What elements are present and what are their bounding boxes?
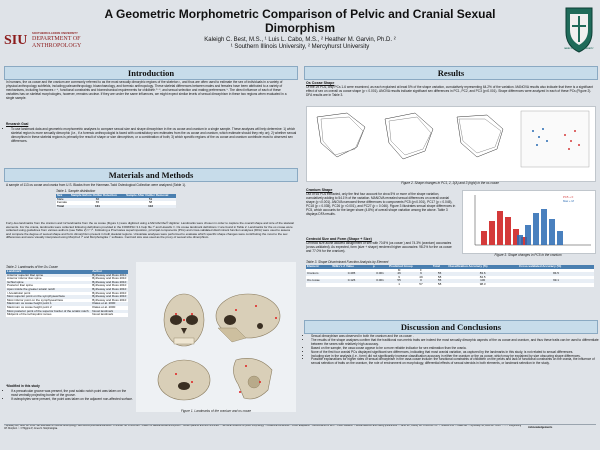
methods-paragraph-1: A sample of 113 os coxae and crania from U.S. Blacks from the Hamman-Todd Osteological Collection were analyzed (Table 1).	[6, 183, 186, 187]
pc3-os-coxae-wireframe	[457, 115, 503, 157]
poster-authors: Kaleigh C. Best, M.S., ¹ Luis L. Cabo, M.S., ² Heather M. Garvin, Ph.D. ²	[204, 37, 396, 43]
legend-male: Max + M	[563, 199, 574, 203]
table-cell: Maximum os coxae height point 1	[6, 302, 91, 306]
discussion-bullet: • Including size in the analysis (i.e., form) did not significantly increase classification accuracy in either the cranium or the os coxae, which may be explained by size obscuring shape differences.	[311, 355, 599, 359]
table-cell: 46	[388, 272, 410, 276]
table-cell: 57	[410, 283, 432, 287]
discussion-bullet: • Possible explanations for higher rates of sexual dimorphism in the ossa coxae include: the functional constraints of childbirth on the pelvis and lack of functional constraints on the crania, the influence of sexual selection of traits on the cranium, the role of environment on morphology, differential effects of sexual steroids in both elements, or landmark selection in the study.	[311, 358, 599, 366]
os-coxae-image	[233, 358, 272, 399]
figure3-pc5-histogram	[462, 190, 596, 254]
centroid-size-text: Centroid size alone allowed assignment of sex with 70.8% (os coxae ) and 74.3% (cranium) accuracies (cross-validated). As expected, form (size + shape) rendered higher accuracies: 98.2% for the os coxae and 77.0% for the cranium).	[306, 241, 452, 253]
table-cell: 100	[447, 279, 518, 283]
figure3-legend	[563, 195, 593, 203]
table-cell	[372, 283, 388, 287]
poster-affiliations: ¹ Southern Illinois University, ² Mercyhurst University	[230, 44, 370, 50]
table-cell	[306, 283, 331, 287]
table-cell: Bytheway and Ross 2010	[92, 276, 127, 281]
table2-body	[6, 274, 128, 317]
table3-header-cell: Predicted Group	[388, 265, 432, 269]
pc2-os-coxae-wireframe	[385, 113, 433, 159]
table-cell: 55	[432, 272, 447, 276]
discussion-heading: Discussion and Conclusions	[304, 320, 598, 334]
mercyhurst-name: MERCYHURST UNIVERSITY	[564, 48, 594, 50]
basal-cranium-image	[158, 360, 210, 400]
table3-caption: Table 3. Shape Discriminant Function Analysis by Element	[306, 260, 389, 264]
table-cell: 0.001	[372, 279, 388, 283]
table-cell	[331, 283, 372, 287]
table-cell: 9	[410, 272, 432, 276]
table-cell	[518, 283, 594, 287]
table3-header-cell: Total	[432, 265, 447, 269]
table-cell: 58	[432, 283, 447, 287]
table1-header-cell: Sex	[56, 194, 70, 198]
methods-bullet: • If osteophytes were present, the point was taken on the adjacent non-affected surface.	[11, 398, 133, 402]
table-cell: Most superior point on the symphyseal face	[6, 295, 91, 299]
discussion-bullets	[306, 335, 599, 366]
poster-title	[90, 7, 510, 35]
table1-caption: Table 1. Sample distribution	[56, 189, 96, 193]
siu-dept-line1: DEPARTMENT OF	[32, 36, 81, 42]
table-cell: Apex inside the greater sciatic notch	[6, 288, 91, 292]
research-goal-heading: Research Goal	[6, 122, 29, 126]
table-cell: Bytheway and Ross 2010	[92, 297, 127, 302]
table-cell: 9	[388, 276, 410, 280]
table3-header-cell: p	[372, 265, 388, 269]
table-cell: ¹ Acetabular point	[6, 292, 91, 296]
cranium-shape-text: Out of 64 PCs extracted, only the first four account for circa 5% or more of the shape variation, cumulatively adding to 54.1% of the variation. MANOVA revealed sexual differences on overall cranial shape (p <0.001). ANOVA narrowed these differences to components PC5 (p<0.001), PC17 (p = 0.045), PC18 (p = 0.035), PC26 (p <0.001), and PC27 (p = 0.046). Figure 3 illustrates sexual shape differences in PC5, which accounts for the larger share (4.8%) of overall shape variation among the above. Table 3 displays DFA results.	[306, 192, 456, 216]
table3-header-cell: Classification Accuracy (%)	[447, 265, 518, 269]
table3-header-cell: Cross-validated Accuracy (%)	[518, 265, 594, 269]
siu-logo	[4, 30, 96, 52]
introduction-heading: Introduction	[4, 66, 298, 80]
table-cell: 0	[410, 279, 432, 283]
table-row	[6, 313, 128, 317]
mercyhurst-shield-icon	[562, 4, 596, 54]
methods-bullet: • If a preauricular groove was present, the post sciatic notch point was taken on the most ventrally projecting border of the groove.	[11, 390, 133, 398]
cranium-landmark-illustration	[136, 262, 296, 412]
table-cell: 55	[388, 279, 410, 283]
table1-header-row	[56, 194, 176, 198]
table-cell: 58	[125, 201, 176, 205]
table3-body	[306, 272, 594, 286]
legend-female: PC5 + F	[563, 195, 574, 199]
table-cell: 0.495	[331, 272, 372, 276]
table-cell: 53	[125, 198, 176, 202]
table-cell: 84.5	[447, 276, 518, 280]
acknowledgements-label: Acknowledgements	[528, 426, 553, 429]
table3-header-cell: Wilks's Λ Value	[331, 265, 372, 269]
table-cell: Anterior superior iliac spine	[6, 274, 91, 278]
table-cell: 83.6	[447, 272, 518, 276]
pc-scatter-plot	[521, 111, 589, 167]
references-section	[4, 424, 596, 447]
table-cell: 65	[70, 201, 125, 205]
table3-dfa-results	[306, 265, 594, 287]
pc1-os-coxae-wireframe	[317, 113, 365, 157]
mercyhurst-logo	[562, 4, 596, 54]
table-cell: Female	[56, 201, 70, 205]
table-cell: Klales et al. 2000	[91, 306, 128, 310]
table-cell: Posterior iliac spine	[6, 284, 91, 288]
table-cell: Midpoint of the ischiopubic ramus	[6, 313, 91, 317]
table-cell: Bytheway and Ross 2010	[92, 286, 127, 291]
table3-header-cell: Element	[306, 265, 331, 269]
figure1-cranium-photos	[136, 262, 296, 412]
table2-landmarks	[6, 270, 128, 317]
discussion-bullet: • Sexual dimorphism was observed in both the cranium and the os coxae .	[311, 335, 599, 339]
references-text: ¹ Spradley MK, Jantz RL. 2011. Sex estimation in forensic anthropology: skull versus postcranial elements. J Forensic Sci 56:289-296. ² Pattern of skeletal sexual dimorphism. ³ Growth patterns and sex hormones. ⁴ Hormonal influence on pelvic morphology. ⁵ Obstetrical constraints. ⁶ Pelvic adaptation. ⁷ Biomechanics of birth. ⁸ Pelvic variation. ⁹ Sexual selection and mating preferences. ¹⁰ Jantz RL, Ousley SD. FORDISC 3.1. ¹¹ Howells WW. ¹² Klales AR. ¹³ Bytheway JA, Ross AH. 2010. ¹⁴ ¹⁵ ¹⁶ Klingenberg CP. MorphoJ. ¹⁷ O'Higgins P, Jones N. Morphologika.	[4, 425, 522, 430]
table-cell: Novel landmark	[91, 310, 128, 314]
poster-header	[0, 0, 600, 60]
table-cell: Male	[56, 198, 70, 202]
table2-note: ¹Modified in this study	[6, 384, 40, 388]
siu-logo-mark: SIU	[4, 33, 28, 48]
research-goal-list	[6, 128, 299, 144]
table3-header-row	[306, 265, 594, 269]
table-cell: Cranium	[306, 272, 331, 276]
table-cell: 0.126	[331, 279, 372, 283]
os-coxae-shape-heading: Os Coxae Shape	[306, 81, 335, 85]
table2-caption: Table 2. Landmarks of the Os Coxae	[6, 265, 58, 269]
table-cell: 84.5	[518, 272, 594, 276]
table-cell: Bytheway and Ross 2010	[92, 279, 127, 284]
introduction-paragraph: In humans, the os coxae and the cranium are commonly referred to as the most sexually dimorphic regions of the skeleton ¹, and thus are often used to estimate the sex of individuals in a variety of physical anthropology subfields, including paleoanthropology, bioarchaeology, and forensic anthropology. These skeletal differences between males and females have been attributed to a variety of mechanisms, including hormones ²⁻⁴, functional constraints and biomechanical requirements for childbirth ⁵⁻⁸, and sexual selection and mating preferences ⁹. The direct influence of each of these variables has on skeletal morphologies, however, remains unclear. If they are under the same influences, we might expect similar levels of sexual dimorphism in these two regions when evaluated in a single sample.	[6, 80, 287, 100]
methods-bullets	[6, 390, 133, 402]
table-row	[306, 283, 594, 287]
os-coxae-shape-text: Of the 29 PCs, only PCs 1-6 were examined, as each explained at least 5% of the shape variation, cumulatively representing 64.2% of the variation. MANOVA results also indicate that there is a significant effect of sex on overall os coxae shape (p < 0.001). ANOVA results indicate significant sex differences in PC1, PC2, and PC3 (p<0.001). Shape differences were analyzed in each of these PCs (Figure 2). DFA results are in Table 3.	[306, 85, 593, 97]
table-row	[56, 205, 176, 209]
table-cell: Most posterior point of the superior border of the sciatic notch	[6, 310, 91, 314]
table-cell: Os coxae	[306, 279, 331, 283]
table-cell: 0.001	[372, 272, 388, 276]
title-line-1: A Geometric Morphometric Comparison of Pelvic and Cranial Sexual	[104, 7, 496, 21]
siu-name: SOUTHERN ILLINOIS UNIVERSITY	[32, 31, 78, 35]
research-goal-item: • To use landmark data and geometric morphometric analyses to compare sexual size and shape dimorphism in the os coxae and cranium in a single sample. These analyses will help determine: 1) which skeletal region is more sexually dimorphic (i.e., if a forensic anthropologist is faced with contradictory sex estimates from the os coxae and cranium, which estimate should they rely on); 2) whether sexual dimorphism in these skeletal regions is primarily the result of shape or size dimorphism, or a combination of both; 3) which specific regions of the os coxae and cranium contribute most to observed sex differences.	[11, 128, 299, 144]
table-cell: 98.3	[447, 283, 518, 287]
figure3-caption: Figure 3. Shape changes in PC5 in the cranium	[494, 253, 562, 257]
discussion-bullet: • None of the first four cranial PCs displayed significant sex differences, indicating that most cranial variation, as captured by the landmarks in this study, is not related to sexual differences.	[311, 351, 599, 355]
table-cell: Novel landmark	[91, 313, 128, 317]
results-heading: Results	[304, 66, 598, 80]
table-cell: 1	[388, 283, 410, 287]
table3-subheader-cell: M	[388, 269, 410, 273]
table-cell: Ischial spine	[6, 281, 91, 285]
os-coxae-wireframe-illustration	[307, 107, 595, 181]
table-cell: 66	[70, 198, 125, 202]
discussion-bullet: • Based on the sample, the ossa coxae appear to be a more reliable indicator for sex estimation than the crania.	[311, 347, 599, 351]
table1-header-cell: Sample Before Outlier Detection	[70, 194, 125, 198]
table-cell: Bytheway and Ross 2010	[92, 290, 127, 295]
figure2-shape-changes	[306, 106, 596, 182]
centroid-size-heading: Centroid Size and Form (Shape + Size)	[306, 237, 372, 241]
table3-subheader-cell: F	[410, 269, 432, 273]
siu-dept-line2: ANTHROPOLOGY	[32, 43, 82, 49]
table1-header-cell: Sample After Outlier Removal	[125, 194, 176, 198]
table2-header-cell: Author	[91, 270, 128, 274]
table-cell: Most inferior point on the symphyseal face	[6, 299, 91, 303]
table-cell: Maximum os coxae height point 2	[6, 306, 91, 310]
cranium-shape-heading: Cranium Shape	[306, 188, 333, 192]
lateral-cranium-image	[216, 294, 280, 342]
table-cell: 49	[410, 276, 432, 280]
table-cell: Anterior inferior iliac spine	[6, 277, 91, 281]
table1-sample-distribution	[56, 194, 176, 208]
table-cell: 131	[70, 205, 125, 209]
table-cell: Bytheway and Ross 2010	[92, 272, 127, 277]
figure1-caption: Figure 1. Landmarks of the cranium and os coxae	[180, 409, 252, 413]
table2-header-cell: Landmark	[6, 270, 91, 274]
title-line-2: Dimorphism	[264, 21, 335, 35]
discussion-bullet: • The results of the shape analyses confirm that the traditional non-metric traits are indeed the most sexually dimorphic aspects of the os coxae and cranium, and thus these traits can be used to differentiate between the sexes with relatively high accuracy.	[311, 339, 599, 347]
table-cell: Klales et al. 2000	[91, 302, 128, 306]
table-cell: Bytheway and Ross 2010	[92, 283, 127, 288]
methods-paragraph-2: Forty-two landmarks from the cranium and 12 landmarks from the os coxae (Figure 1) were digitized using a MicroScribe® digitizer. Landmarks were chosen in order to capture the overall shape and size of the skeletal elements. For the crania, landmarks were collected following definitions provided in the FORDISC 3.1 help file ¹⁰ and Howells ¹¹. Os coxae landmark definitions ¹² are found in Table 2. Landmarks for the os coxae were collected using guidelines from various authors (see Table 2) ¹³⁻¹⁵. Following a Procrustes superimposition, principal components (PCs) and cross-validated discriminant function analyses (DFA) were used to assess and compare the degree of sexual shape and form dimorphism present in both skeletal regions. Univariate analyses were performed to evaluate which specific shape changes were contributing the most to the sex differences and were visually interpreted using MorphoJ ¹⁶ and Morphologika ¹⁷ software. Centroid size was used as the proxy of sexual size dimorphism.	[6, 221, 294, 240]
methods-heading: Materials and Methods	[4, 168, 298, 182]
table-cell: 55	[432, 279, 447, 283]
table-cell: 113	[125, 205, 176, 209]
table-cell: 58	[432, 276, 447, 280]
table-cell: 99.1	[518, 279, 594, 283]
table-cell: Total	[56, 205, 70, 209]
figure2-caption: Figure 2. Shape changes in PC1, 2, 3(A) and 3 (right) in the os coxae	[401, 181, 499, 185]
table-cell: Bytheway and Ross 2010	[92, 294, 127, 299]
